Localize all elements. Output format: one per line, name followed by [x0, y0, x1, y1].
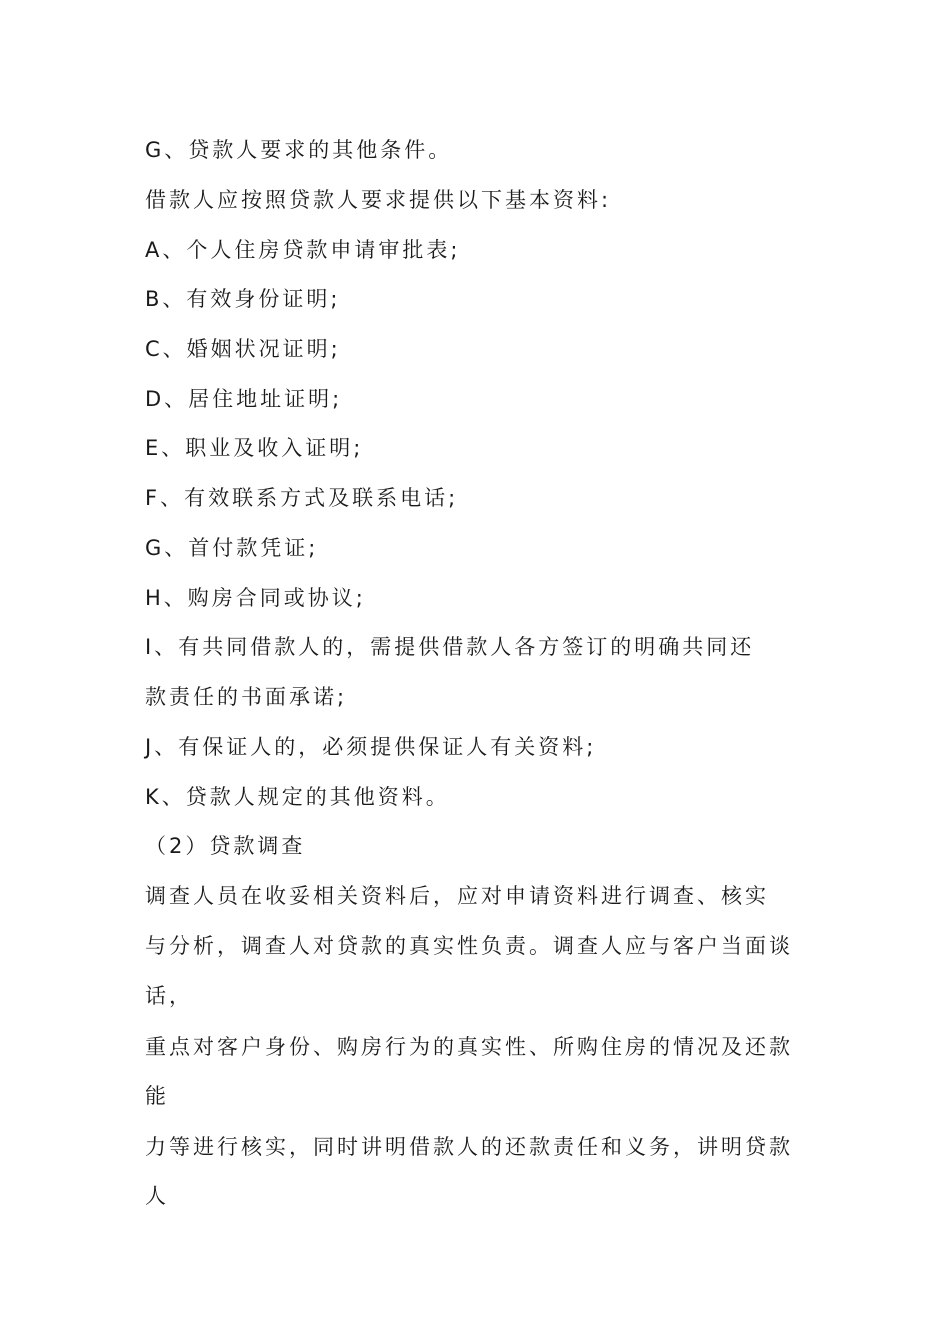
text-line: G、首付款凭证; [145, 536, 319, 560]
text-line: 款责任的书面承诺; [145, 685, 348, 709]
text-line: K、贷款人规定的其他资料。 [145, 785, 450, 809]
text-line: I、有共同借款人的，需提供借款人各方签订的明确共同还 [145, 635, 755, 659]
text-line: 人 [145, 1184, 169, 1208]
text-line: F、有效联系方式及联系电话; [145, 486, 459, 510]
section-heading: （2）贷款调查 [145, 834, 306, 858]
text-line: B、有效身份证明; [145, 287, 341, 311]
text-line: 能 [145, 1084, 169, 1108]
text-line: G、贷款人要求的其他条件。 [145, 138, 453, 162]
text-line: 与分析，调查人对贷款的真实性负责。调查人应与客户当面谈 [145, 934, 793, 958]
text-line: 重点对客户身份、购房行为的真实性、所购住房的情况及还款 [145, 1035, 793, 1059]
text-line: 话， [145, 984, 193, 1008]
text-line: D、居住地址证明; [145, 387, 343, 411]
text-line: C、婚姻状况证明; [145, 337, 341, 361]
text-line: H、购房合同或协议; [145, 586, 366, 610]
text-line: J、有保证人的，必须提供保证人有关资料; [145, 735, 597, 759]
text-line: 力等进行核实，同时讲明借款人的还款责任和义务，讲明贷款 [145, 1135, 793, 1159]
text-line: E、职业及收入证明; [145, 436, 364, 460]
text-line: 调查人员在收妥相关资料后，应对申请资料进行调查、核实 [145, 884, 769, 908]
text-line: A、个人住房贷款申请审批表; [145, 238, 461, 262]
text-line: 借款人应按照贷款人要求提供以下基本资料: [145, 188, 612, 212]
